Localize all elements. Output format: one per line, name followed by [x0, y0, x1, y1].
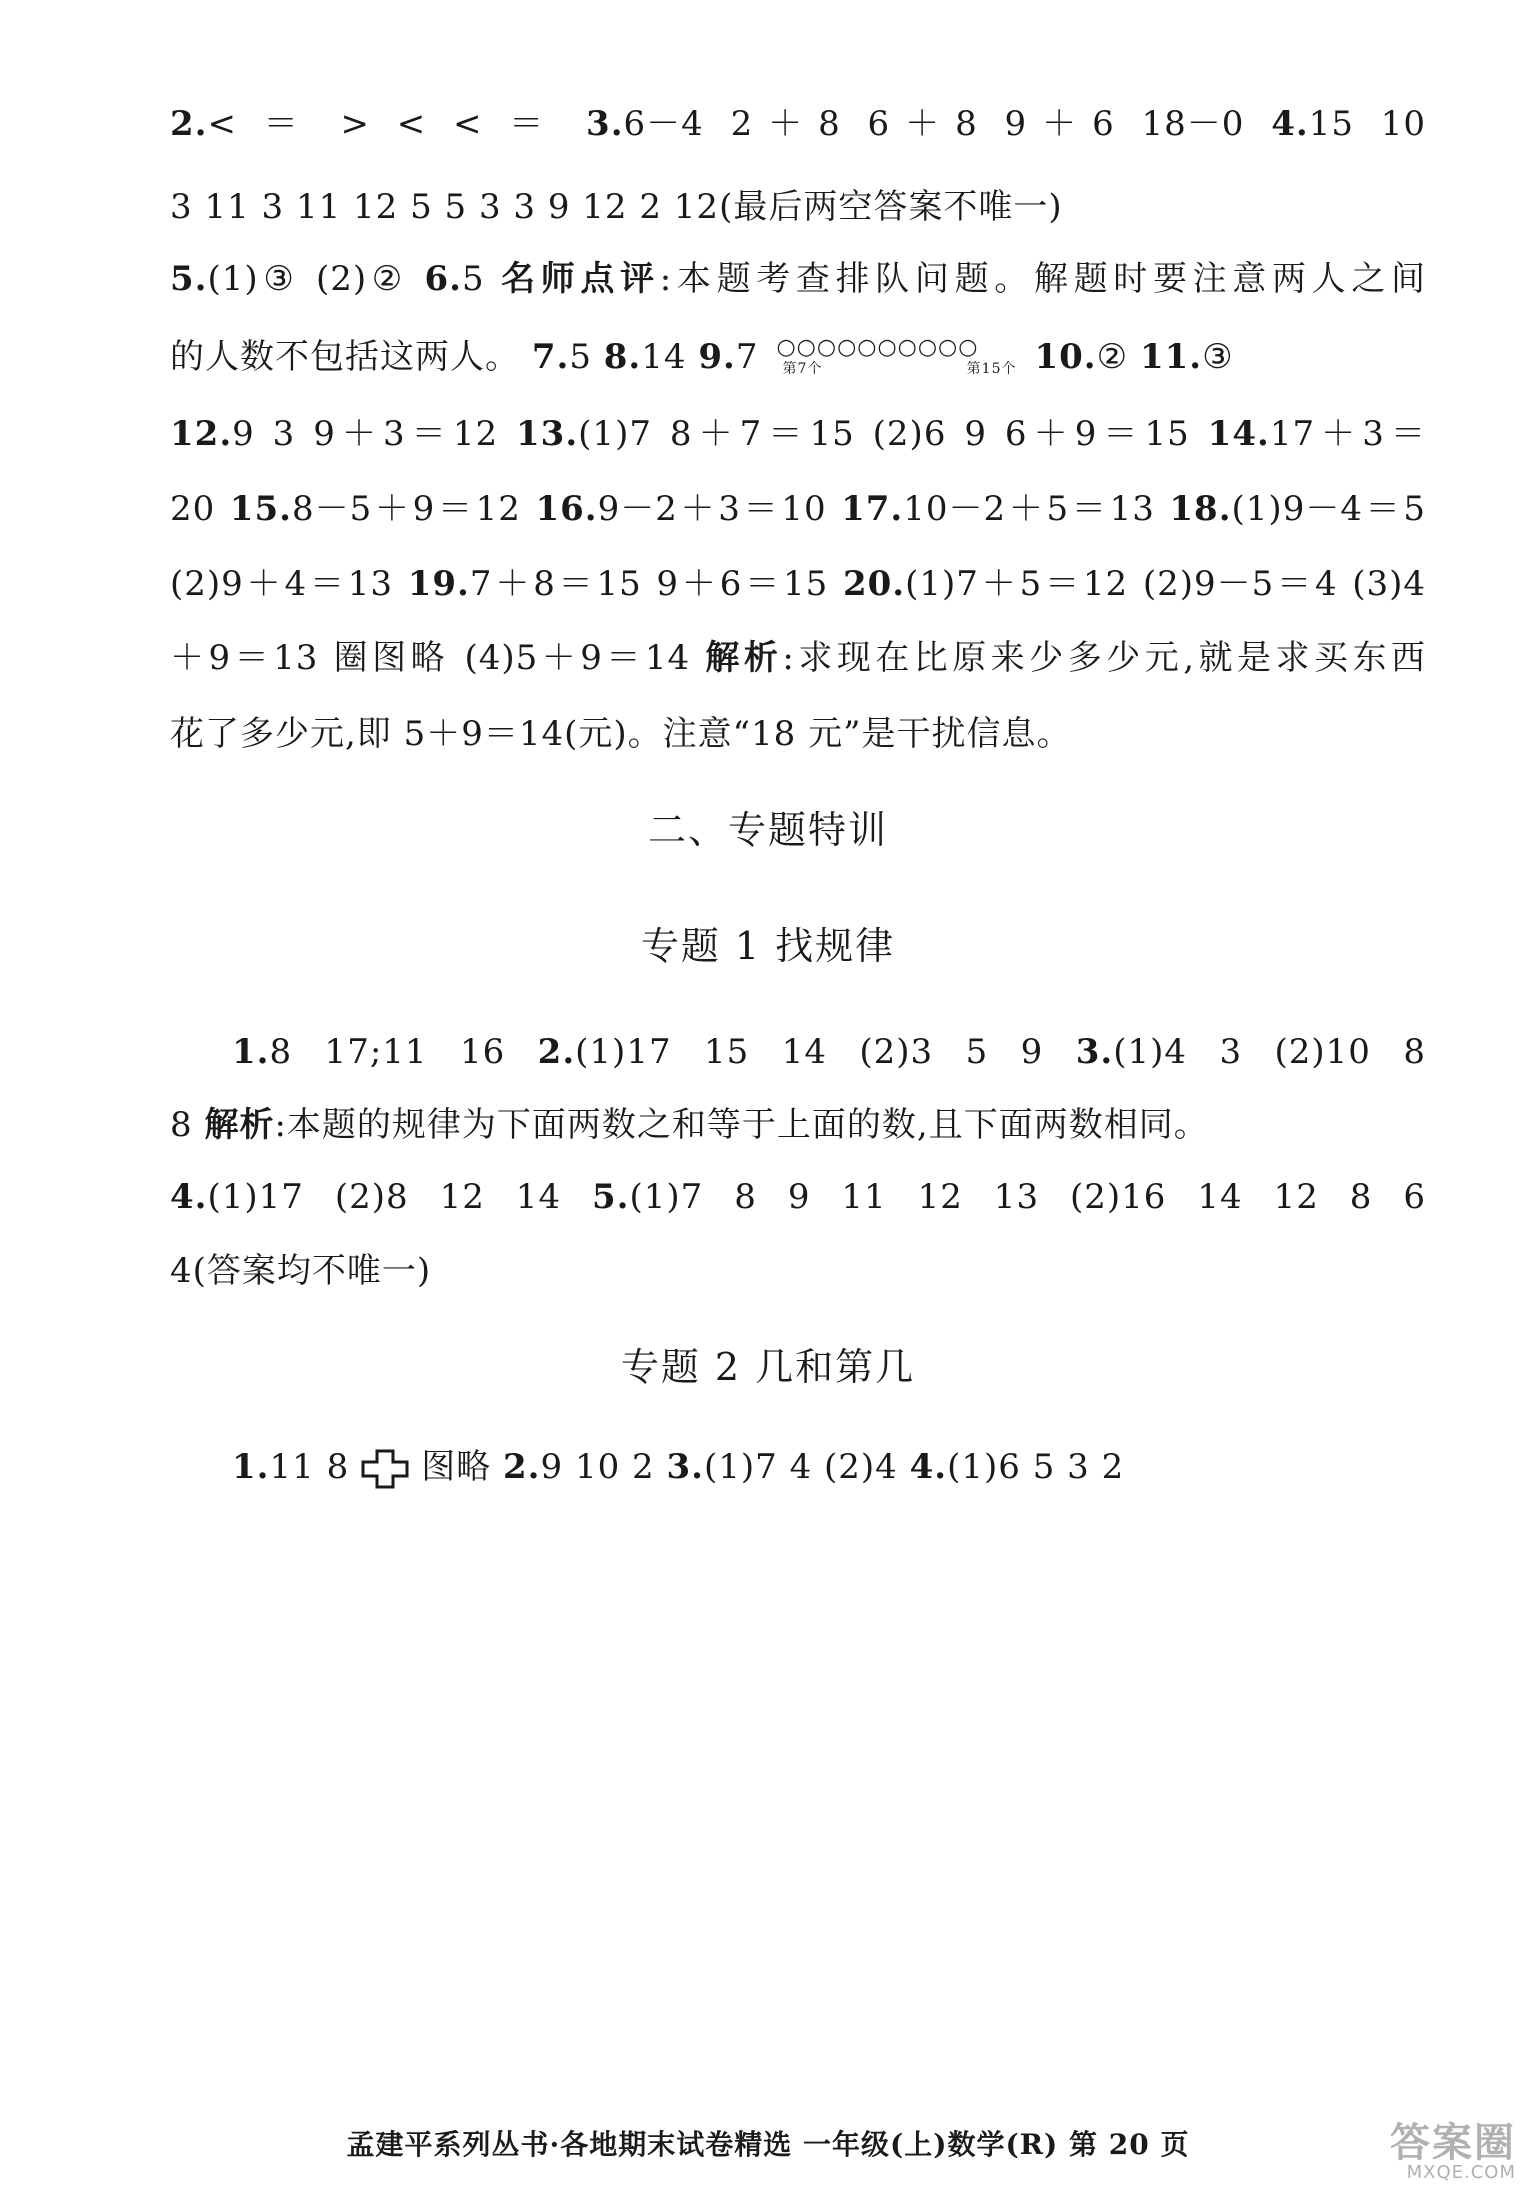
answer-text: (1)6 5 3 2	[947, 1447, 1125, 1487]
question-number: 4.	[909, 1447, 948, 1487]
question-number: 5.	[170, 259, 208, 299]
question-number: 解析	[204, 1105, 275, 1145]
question-number: 3.	[666, 1447, 704, 1487]
answer-text: < ＝ > < < ＝	[207, 104, 587, 144]
question-number: 17.	[841, 489, 904, 529]
answer-line	[170, 636, 1426, 680]
answer-text: 9－2＋3＝10	[597, 489, 842, 529]
question-number: 2.	[537, 1032, 576, 1072]
question-number: 7.	[531, 337, 570, 377]
question-number: 9.	[698, 337, 736, 377]
topic1-title: 专题 1 找规律	[640, 924, 896, 968]
answer-text: 的人数不包括这两人。	[170, 337, 532, 377]
answer-line	[170, 185, 1426, 229]
question-number: 2.	[170, 104, 208, 144]
answer-text: 花了多少元,即 5＋9＝14(元)。注意“18 元”是干扰信息。	[170, 714, 1072, 754]
watermark-url: MXQE.COM	[1406, 2162, 1516, 2183]
line-tail	[1034, 337, 1233, 377]
question-number: 16.	[535, 489, 598, 529]
queue-left-label: 第7个	[782, 361, 823, 377]
cross-shape-figure	[359, 1447, 411, 1491]
answer-text: 11 8	[269, 1447, 350, 1487]
answer-text: 4(答案均不唯一)	[170, 1251, 432, 1291]
question-number: 19.	[407, 564, 470, 604]
question-number: 2.	[503, 1447, 541, 1487]
answer-text: 15 10	[1308, 104, 1426, 144]
answer-text: 9 3 9＋3＝12	[232, 414, 517, 454]
answer-line	[170, 562, 1426, 606]
question-number: 15.	[229, 489, 292, 529]
answer-text: 9 10 2	[540, 1447, 667, 1487]
answer-text: ②	[1096, 337, 1140, 377]
answer-text: 10－2＋5＝13	[903, 489, 1170, 529]
question-number: 1.	[232, 1032, 270, 1072]
site-watermark-logo	[1336, 2120, 1516, 2183]
topic2-line-head	[232, 1447, 349, 1487]
question-number: 20.	[842, 564, 906, 604]
question-number: 14.	[1207, 414, 1270, 454]
answer-text: ③	[1202, 337, 1234, 377]
answer-text: 8－5＋9＝12	[291, 489, 536, 529]
answer-text: (1)17 (2)8 12 14	[207, 1177, 593, 1217]
answer-text: 17＋3＝	[1269, 414, 1426, 454]
question-number: 10.	[1034, 337, 1097, 377]
topic1-line	[232, 1030, 1426, 1074]
question-number: 18.	[1169, 489, 1232, 529]
queue-right-label: 第15个	[966, 361, 1017, 377]
question-number: 6.	[424, 259, 462, 299]
answer-text: (1)③ (2)②	[207, 259, 425, 299]
question-number: 13.	[516, 414, 579, 454]
answer-text: ＋9＝13 圈图略 (4)5＋9＝14	[170, 638, 706, 678]
page-footer: 孟建平系列丛书·各地期末试卷精选 一年级(上)数学(R) 第 20 页	[346, 2128, 1190, 2161]
answer-text: :本题考查排队问题。解题时要注意两人之间	[659, 259, 1426, 299]
answer-text: 7	[735, 337, 759, 377]
answer-text: (1)9－4＝5	[1231, 489, 1426, 529]
question-number: 11.	[1139, 337, 1203, 377]
queue-dots-diagram	[776, 335, 1016, 379]
topic1-line	[170, 1175, 1426, 1219]
watermark-text: 答案圈	[1390, 2120, 1516, 2166]
answer-text: 14	[641, 337, 699, 377]
topic2-line	[232, 1445, 1426, 1491]
answer-text: (1)4 3 (2)10 8	[1113, 1032, 1426, 1072]
answer-line	[170, 487, 1426, 531]
question-number: 8.	[603, 337, 642, 377]
answer-line	[170, 712, 1426, 756]
answer-text: (1)7＋5＝12 (2)9－5＝4 (3)4	[905, 564, 1427, 604]
answer-text: 3 11 3 11 12 5 5 3 3 9 12 2 12(最后两空答案不唯一)	[170, 187, 1063, 227]
question-number: 解析	[705, 638, 783, 678]
answer-text: (1)7 8 9 11 12 13 (2)16 14 12 8 6	[629, 1177, 1426, 1217]
answer-text: (2)9＋4＝13	[170, 564, 408, 604]
answer-text: 7＋8＝15 9＋6＝15	[469, 564, 843, 604]
question-number: 3.	[586, 104, 624, 144]
queue-circles: ○○○○○○○○○○	[776, 335, 979, 360]
answer-text: :求现在比原来少多少元,就是求买东西	[782, 638, 1427, 678]
answer-text: 5	[461, 259, 502, 299]
answer-line	[170, 412, 1426, 456]
answer-line	[170, 102, 1426, 146]
topic2-line-tail	[421, 1447, 1124, 1487]
section-title: 二、专题特训	[647, 808, 888, 852]
answer-text: 6－4 2＋8 6＋8 9＋6 18－0	[623, 104, 1272, 144]
question-number: 1.	[232, 1447, 270, 1487]
answer-line	[170, 257, 1426, 301]
answer-text: 8 17;11 16	[269, 1032, 538, 1072]
answer-text: 20	[170, 489, 230, 529]
question-number: 3.	[1075, 1032, 1114, 1072]
question-number: 5.	[592, 1177, 630, 1217]
question-number: 12.	[170, 414, 233, 454]
answer-line-with-diagram	[170, 335, 1426, 379]
answer-text: 5	[569, 337, 604, 377]
line-head	[170, 337, 758, 377]
answer-text: (1)17 15 14 (2)3 5 9	[575, 1032, 1076, 1072]
answer-text: 8	[170, 1105, 205, 1145]
answer-text: :本题的规律为下面两数之和等于上面的数,且下面两数相同。	[274, 1105, 1209, 1145]
topic1-line	[170, 1103, 1426, 1147]
topic1-line	[170, 1249, 1426, 1293]
topic2-title: 专题 2 几和第几	[620, 1345, 916, 1389]
question-number: 4.	[1271, 104, 1309, 144]
question-number: 名师点评	[501, 259, 660, 299]
answer-text: (1)7 4 (2)4	[703, 1447, 910, 1487]
question-number: 4.	[170, 1177, 208, 1217]
answer-text: 图略	[421, 1447, 504, 1487]
answer-text: (1)7 8＋7＝15 (2)6 9 6＋9＝15	[578, 414, 1208, 454]
